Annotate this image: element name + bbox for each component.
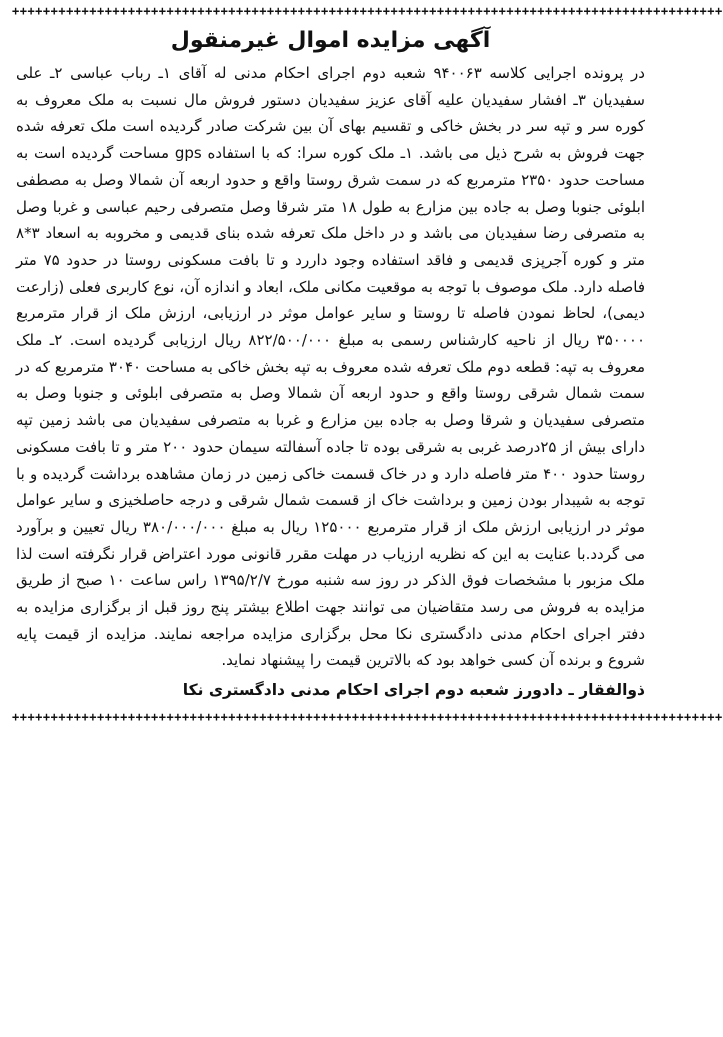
bottom-border: ++++++++++++++++++++++++++++++++++++++++++++++++++++++++++++++++++++++++++++++++++++++++++++ xyxy=(12,710,723,725)
notice-title: آگهی مزایده اموال غیرمنقول xyxy=(170,28,491,53)
top-border: ++++++++++++++++++++++++++++++++++++++++++++++++++++++++++++++++++++++++++++++++++++++++++++ xyxy=(12,4,723,18)
notice-body: در پرونده اجرایی کلاسه ۹۴۰۰۶۳ شعبه دوم اجرای احکام مدنی له آقای ۱ـ رباب عباسی ۲ـ علی سفیدیان ۳ـ افشار سفیدیان علیه آقای عزیز سفیدیان دستور فروش مال نسبت به ملک معروف به کوره سر و تپه سر در بخش خاکی و تقسیم بهای آن بین شرکت صادر گردیده است ملک تعرفه شده جهت فروش به شرح ذیل می باشد. ۱ـ ملک کوره سرا: که با استفاده gps مساحت گردیده است به مساحت حدود ۲۳۵۰ مترمربع که در سمت شرق روستا واقع و حدود اربعه آن شمالا وصل به مصطفی ابلوئی جنوبا وصل به جاده بین مزارع به طول ۱۸ متر شرقا وصل متصرفی رحیم عباسی و غربا وصل به متصرفی رضا سفیدیان می باشد و در داخل ملک تعرفه شده بنای قدیمی و مخروبه به اسعاد ۳*۸ متر و کوره آجرپزی قدیمی و فاقد استفاده وجود داررد و تا بافت مسکونی روستا در حدود ۷۵ متر فاصله دارد. ملک موصوف با توجه به موقعیت مکانی ملک، ابعاد و اندازه آن، نوع کاربری فعلی (زارعت دیمی)، لحاظ نمودن فاصله تا روستا و سایر عوامل موثر در ارزیابی، ارزش ملک از قرار مترمربع ۳۵۰۰۰۰ ریال از ناحیه کارشناس رسمی به مبلغ ۸۲۲/۵۰۰/۰۰۰ ریال ارزیابی گردیده است. ۲ـ ملک معروف به تپه: قطعه دوم ملک تعرفه شده معروف به تپه بخش خاکی به مساحت ۳۰۴۰ مترمربع که در سمت شمال شرقی روستا واقع و حدود اربعه آن شمالا وصل به متصرفی ابلوئی و جنوبا وصل به متصرفی سفیدیان و شرقا وصل به جاده بین مزارع و غربا به متصرفی سفیدیان می باشد زمین تپه دارای بیش از ۲۵درصد غربی به شرقی بوده تا جاده آسفالته سیمان حدود ۲۰۰ متر و تا بافت مسکونی روستا حدود ۴۰۰ متر فاصله دارد و در خاک قسمت خاکی زمین در زمان مشاهده برداشت گردیده و با توجه به شیبدار بودن زمین و برداشت خاک از قسمت شمال شرقی و درجه حاصلخیزی و سایر عوامل موثر در ارزیابی ارزش ملک از قرار مترمربع ۱۲۵۰۰۰ ریال به مبلغ ۳۸۰/۰۰۰/۰۰۰ ریال تعیین و برآورد می گردد.با عنایت به این که نظریه ارزیاب در مهلت مقرر قانونی مورد اعتراض قرار نگرفته است لذا ملک مزبور با مشخصات فوق الذکر در روز سه شنبه مورخ ۱۳۹۵/۲/۷ راس ساعت ۱۰ صبح از طریق مزایده به فروش می رسد متقاضیان می توانند جهت اطلاع بیشتر پنج روز قبل از برگزاری مزایده به دفتر اجرای احکام مدنی دادگستری نکا محل برگزاری مزایده مراجعه نمایند. مزایده از قیمت پایه شروع و برنده آن کسی خواهد بود که بالاترین قیمت را پیشنهاد نماید. xyxy=(16,64,646,670)
notice-signature: ذوالفقار ـ دادورز شعبه دوم اجرای احکام مدنی دادگستری نکا xyxy=(182,681,645,700)
